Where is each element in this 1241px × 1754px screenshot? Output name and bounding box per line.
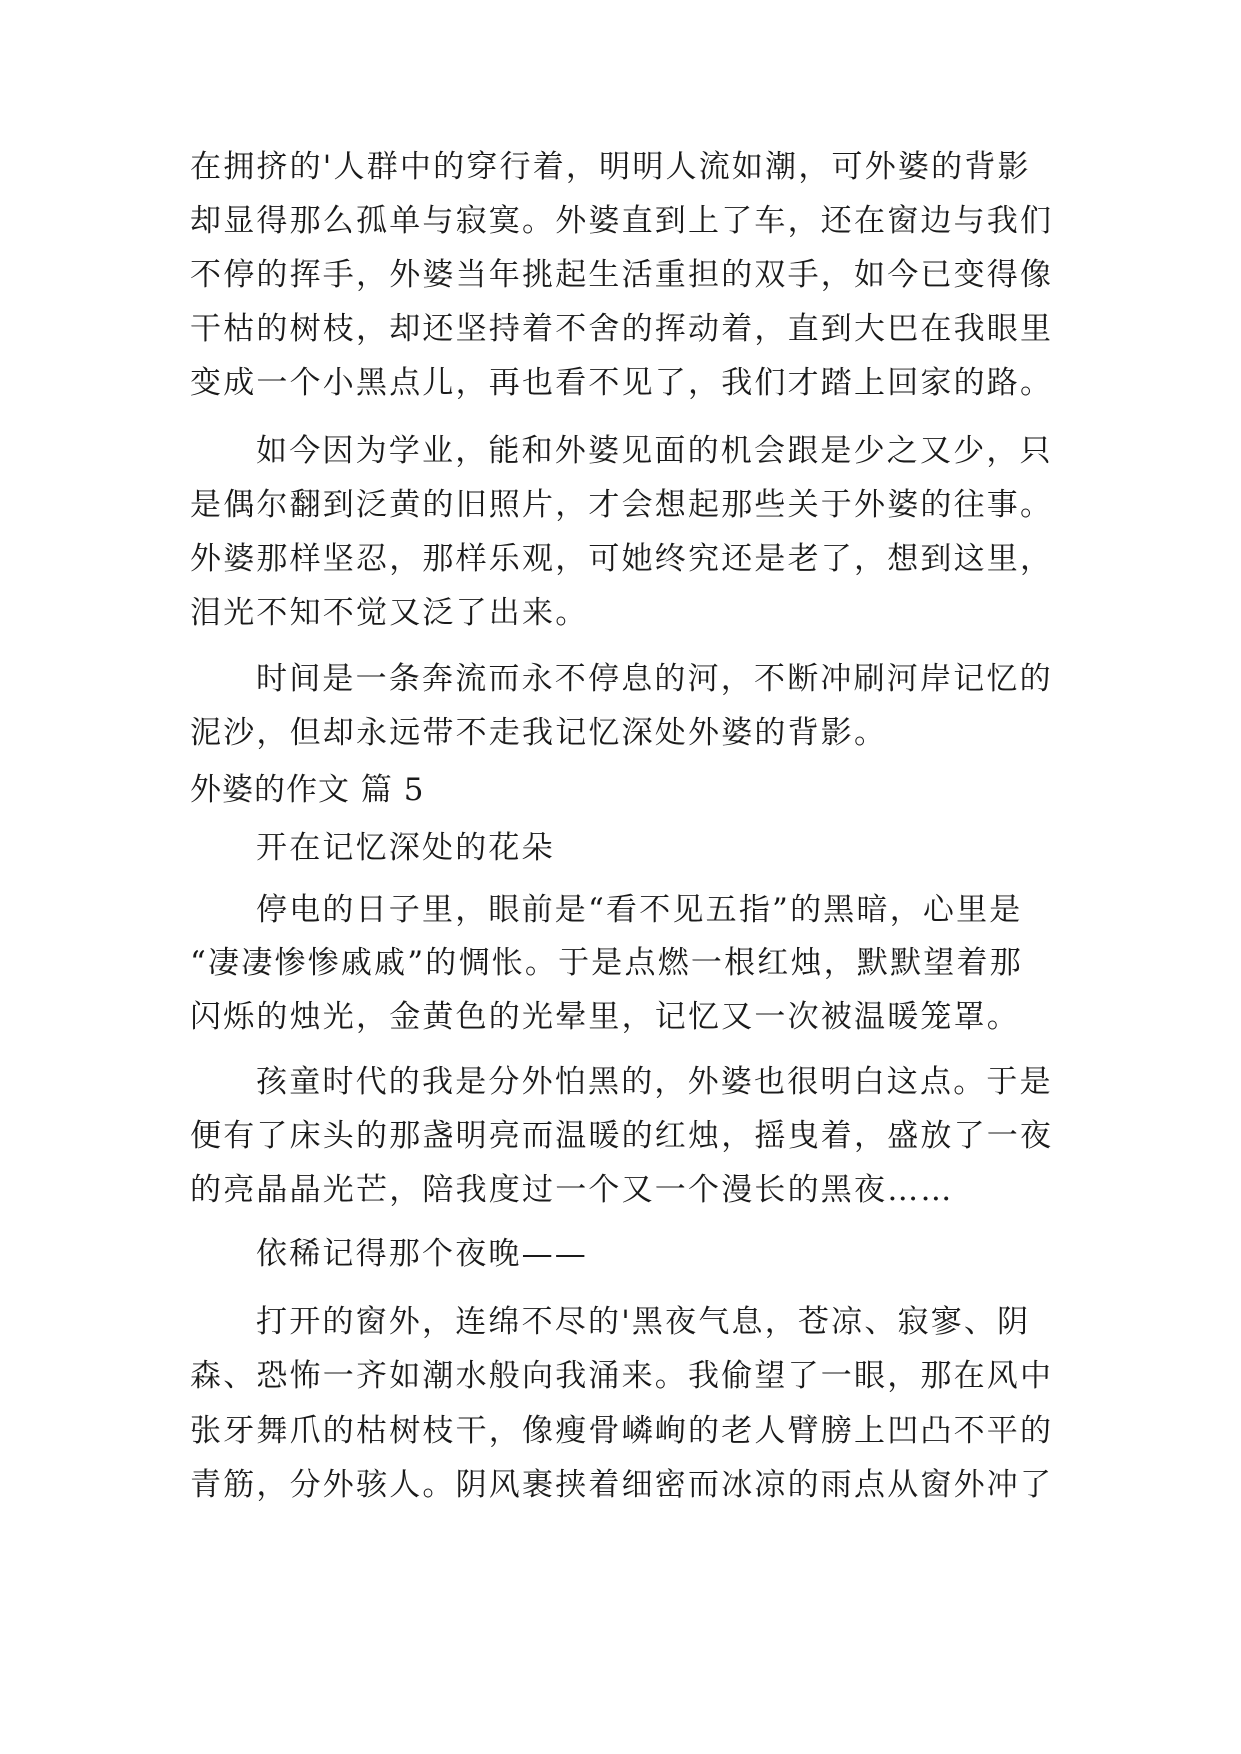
text-line: 却显得那么孤单与寂寞。外婆直到上了车，还在窗边与我们: [190, 203, 1054, 239]
text-line: 张牙舞爪的枯树枝干，像瘦骨嶙峋的老人臂膀上凹凸不平的: [190, 1413, 1054, 1449]
paragraph-first-line: 如今因为学业，能和外婆见面的机会跟是少之又少，只: [256, 433, 1053, 469]
essay-title: 开在记忆深处的花朵: [256, 830, 555, 866]
text-line: 青筋，分外骇人。阴风裹挟着细密而冰凉的雨点从窗外冲了: [190, 1467, 1054, 1503]
text-line: 干枯的树枝，却还坚持着不舍的挥动着，直到大巴在我眼里: [190, 311, 1054, 347]
text-line: 不停的挥手，外婆当年挑起生活重担的双手，如今已变得像: [190, 257, 1054, 293]
text-line: “凄凄惨惨戚戚”的惆怅。于是点燃一根红烛，默默望着那: [190, 945, 1023, 981]
paragraph-first-line: 依稀记得那个夜晚——: [256, 1236, 588, 1272]
text-line: 的亮晶晶光芒，陪我度过一个又一个漫长的黑夜……: [190, 1172, 954, 1208]
paragraph-first-line: 孩童时代的我是分外怕黑的，外婆也很明白这点。于是: [256, 1064, 1053, 1100]
paragraph-first-line: 打开的窗外，连绵不尽的'黑夜气息，苍凉、寂寥、阴: [256, 1304, 1031, 1340]
text-line: 外婆那样坚忍，那样乐观，可她终究还是老了，想到这里，: [190, 541, 1054, 577]
text-line: 便有了床头的那盏明亮而温暖的红烛，摇曳着，盛放了一夜: [190, 1118, 1054, 1154]
paragraph-first-line: 停电的日子里，眼前是“看不见五指”的黑暗，心里是: [256, 892, 1023, 928]
text-line: 闪烁的烛光，金黄色的光晕里，记忆又一次被温暖笼罩。: [190, 999, 1020, 1035]
section-heading: 外婆的作文 篇 5: [190, 772, 425, 808]
paragraph-first-line: 时间是一条奔流而永不停息的河，不断冲刷河岸记忆的: [256, 661, 1053, 697]
text-line: 森、恐怖一齐如潮水般向我涌来。我偷望了一眼，那在风中: [190, 1358, 1054, 1394]
text-line: 泥沙，但却永远带不走我记忆深处外婆的背影。: [190, 715, 888, 751]
text-line: 在拥挤的'人群中的穿行着，明明人流如潮，可外婆的背影: [190, 149, 1031, 185]
text-line: 变成一个小黑点儿，再也看不见了，我们才踏上回家的路。: [190, 365, 1054, 401]
text-line: 泪光不知不觉又泛了出来。: [190, 595, 589, 631]
text-line: 是偶尔翻到泛黄的旧照片，才会想起那些关于外婆的往事。: [190, 487, 1054, 523]
